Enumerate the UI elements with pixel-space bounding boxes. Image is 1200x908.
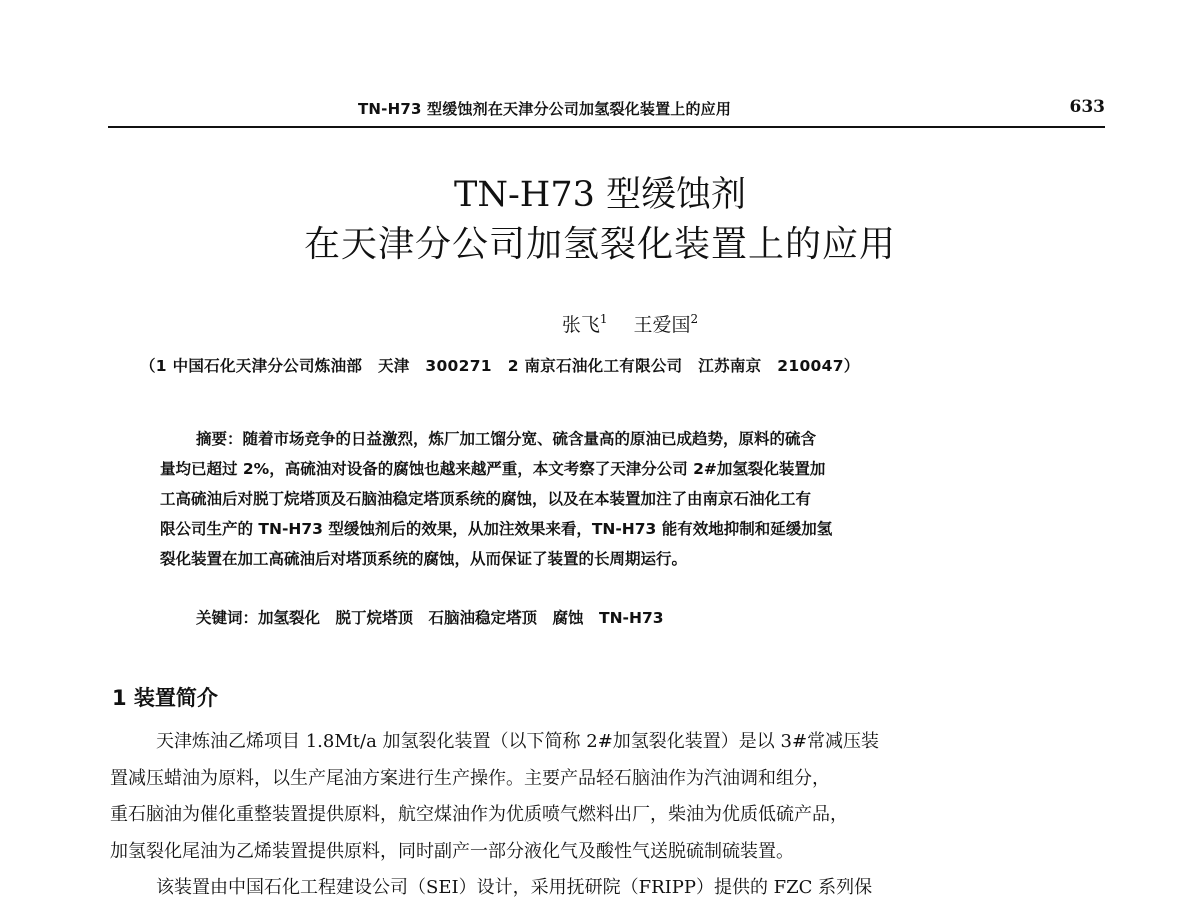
abstract-line: 摘要：随着市场竞争的日益激烈，炼厂加工馏分宽、硫含量高的原油已成趋势，原料的硫含	[196, 430, 817, 448]
page-number: 633	[1069, 97, 1105, 117]
affiliation: （1 中国石化天津分公司炼油部 天津 300271 2 南京石油化工有限公司 江苏南京 210047）	[140, 357, 860, 375]
paper-title	[0, 170, 1200, 270]
author-affiliation-mark: 1	[599, 312, 608, 326]
body-line: 天津炼油乙烯项目 1.8Mt/a 加氢裂化装置（以下简称 2#加氢裂化装置）是以 3#常减压装	[156, 731, 880, 752]
abstract-line: 量均已超过 2%，高硫油对设备的腐蚀也越来越严重，本文考察了天津分公司 2#加氢裂化装置加	[160, 460, 826, 478]
title-line-1: TN-H73 型缓蚀剂	[454, 175, 746, 215]
abstract-line: 裂化装置在加工高硫油后对塔顶系统的腐蚀，从而保证了装置的长周期运行。	[160, 550, 688, 568]
abstract-line: 工高硫油后对脱丁烷塔顶及石脑油稳定塔顶系统的腐蚀，以及在本装置加注了由南京石油化工有	[160, 490, 812, 508]
author-list	[0, 310, 1200, 337]
abstract-line: 限公司生产的 TN-H73 型缓蚀剂后的效果，从加注效果来看，TN-H73 能有效地抑制和延缓加氢	[160, 520, 833, 538]
body-text	[110, 724, 1100, 907]
running-header	[108, 96, 1105, 128]
body-line: 加氢裂化尾油为乙烯装置提供原料，同时副产一部分液化气及酸性气送脱硫制硫装置。	[110, 840, 794, 862]
body-line: 置减压蜡油为原料，以生产尾油方案进行生产操作。主要产品轻石脑油作为汽油调和组分，	[110, 767, 830, 789]
body-line: 重石脑油为催化重整装置提供原料，航空煤油作为优质喷气燃料出厂，柴油为优质低硫产品，	[110, 804, 848, 825]
author-affiliation-mark: 2	[690, 312, 699, 326]
title-line-2: 在天津分公司加氢裂化装置上的应用	[303, 224, 896, 265]
author-name: 王爱国	[633, 314, 691, 336]
keywords: 关键词：加氢裂化 脱丁烷塔顶 石脑油稳定塔顶 腐蚀 TN-H73	[196, 609, 664, 627]
section-heading: 1 装置简介	[112, 686, 218, 710]
abstract	[160, 424, 1040, 574]
body-line: 该装置由中国石化工程建设公司（SEI）设计，采用抚研院（FRIPP）提供的 FZC 系列保	[156, 877, 873, 898]
running-title: TN-H73 型缓蚀剂在天津分公司加氢裂化装置上的应用	[358, 100, 732, 118]
author-name: 张飞	[561, 314, 600, 336]
